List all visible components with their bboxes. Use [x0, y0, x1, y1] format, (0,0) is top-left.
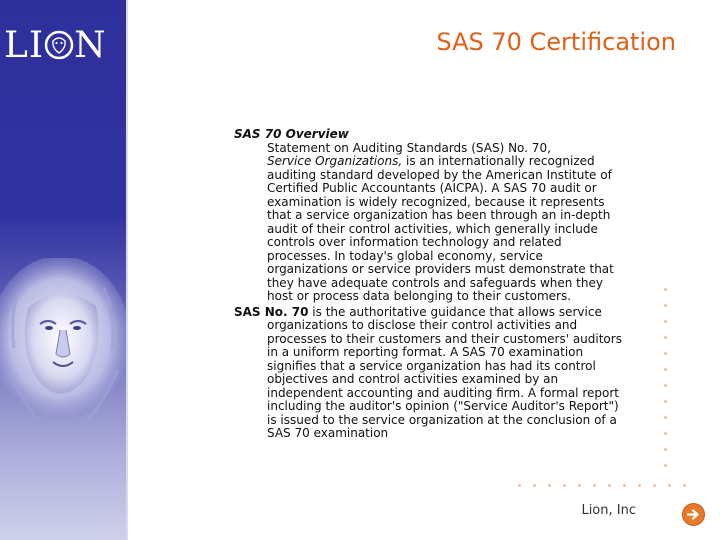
decorative-dot [664, 448, 667, 451]
decorative-dot [664, 432, 667, 435]
logo-text-end: N [74, 25, 107, 66]
lion-head-o-icon [44, 29, 74, 61]
sidebar-divider [126, 0, 128, 540]
decorative-dot [563, 484, 566, 487]
decorative-dot [623, 484, 626, 487]
decorative-dot [664, 352, 667, 355]
decorative-dot [664, 384, 667, 387]
decorative-dot [664, 416, 667, 419]
decorative-dot [593, 484, 596, 487]
decorative-dot [548, 484, 551, 487]
decorative-dot [518, 484, 521, 487]
logo-text-start: LI [4, 25, 45, 66]
overview-heading: SAS 70 Overview [234, 127, 349, 141]
decorative-dots-vertical [664, 288, 670, 478]
overview-intro-text: Statement on Auditing Standards (SAS) No. 70, [267, 140, 551, 155]
decorative-dot [608, 484, 611, 487]
sas70-heading: SAS No. 70 [234, 304, 309, 319]
decorative-dot [664, 320, 667, 323]
decorative-dot [664, 288, 667, 291]
sidebar-panel [0, 0, 126, 540]
next-slide-button[interactable] [682, 503, 705, 526]
decorative-dots-horizontal [518, 484, 698, 490]
decorative-dot [664, 336, 667, 339]
decorative-dot [664, 464, 667, 467]
decorative-dot [653, 484, 656, 487]
decorative-dot [638, 484, 641, 487]
overview-paragraph [234, 128, 626, 304]
slide-body [234, 128, 626, 443]
slide-title: SAS 70 Certification [436, 28, 676, 56]
arrow-right-icon [687, 509, 700, 520]
decorative-dot [533, 484, 536, 487]
decorative-dot [664, 368, 667, 371]
lion-portrait-image [0, 258, 126, 428]
company-logo [4, 22, 122, 70]
decorative-dot [668, 484, 671, 487]
sas70-paragraph [234, 306, 626, 441]
overview-body-text: is an internationally recognized auditing standard developed by the American Institute of Certified Public Accountants (AICPA). A SAS 70 audit or examination is widely recognized, because it represents that a service organization has been through an in-depth audit of their control activities, which generally include controls over information technology and related processes. In today's global economy, service organizations or service providers must demonstrate that they have adequate controls and safeguards when they host or process data belonging to their customers. [267, 154, 614, 303]
sas70-body-text: is the authoritative guidance that allows service organizations to disclose their control activities and processes to their customers and their customers' auditors in a uniform reporting format. A SAS 70 examination signifies that a service organization has had its control objectives and control activities examined by an independent accounting and auditing firm. A formal report including the auditor's opinion ("Service Auditor's Report") is issued to the service organization at the conclusion of a SAS 70 examination [267, 304, 622, 440]
decorative-dot [664, 400, 667, 403]
decorative-dot [683, 484, 686, 487]
decorative-dot [664, 304, 667, 307]
overview-emphasis-text: Service Organizations, [267, 154, 403, 168]
decorative-dot [578, 484, 581, 487]
footer-company-name: Lion, Inc [581, 503, 636, 518]
